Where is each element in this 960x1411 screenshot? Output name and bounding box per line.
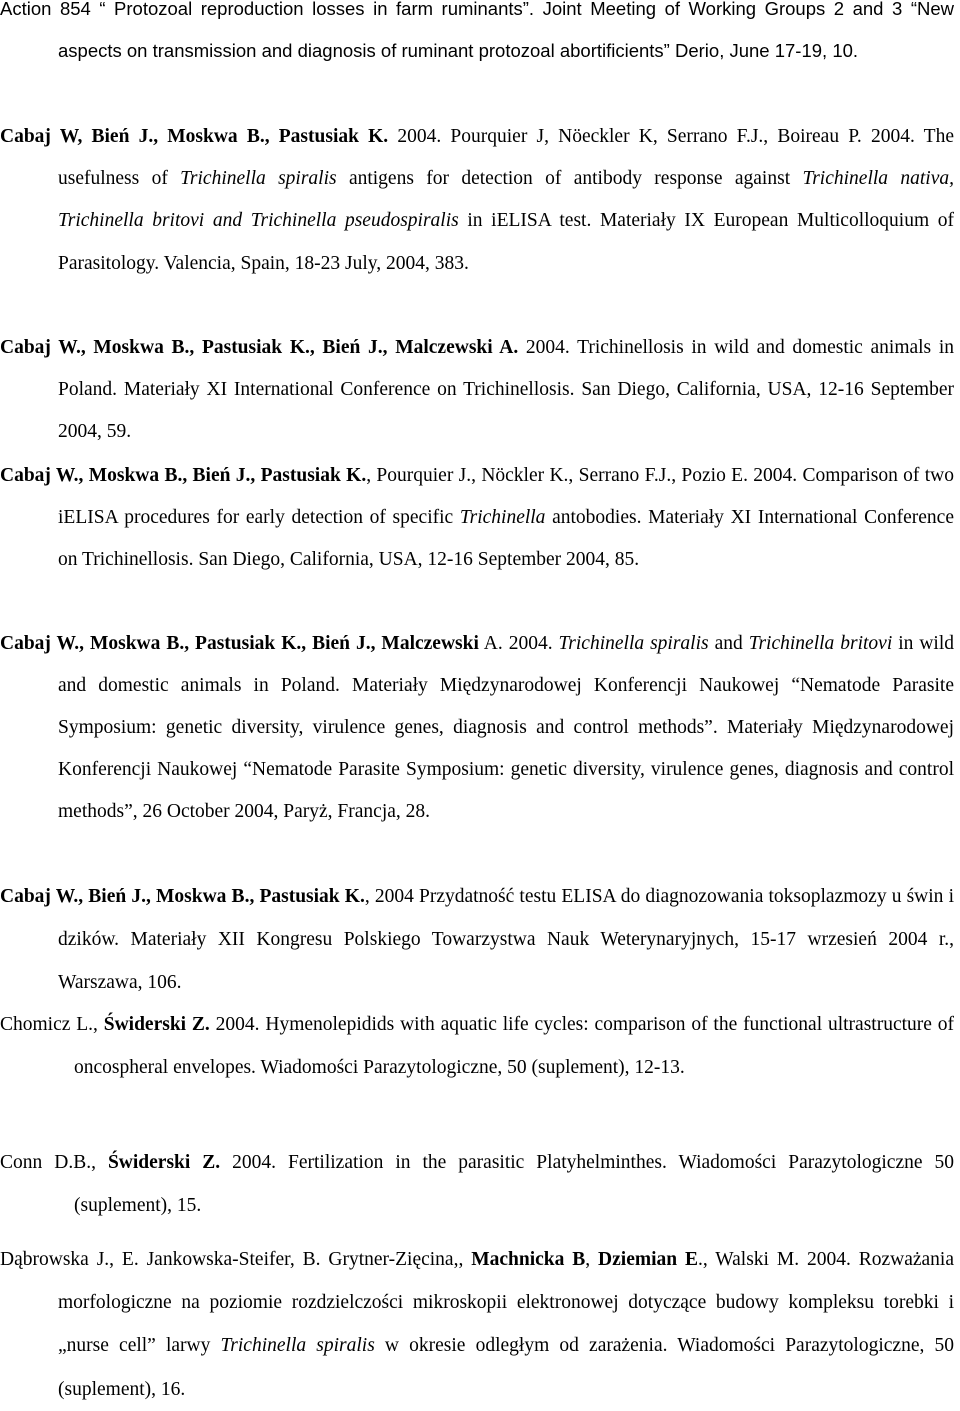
reference-authors: Cabaj W., Bień J., Moskwa B., Pastusiak K.: [0, 886, 365, 907]
reference-authors: Cabaj W, Bień J., Moskwa B., Pastusiak K.: [0, 126, 389, 147]
reference-text: 2004. Trichinellosis in wild and domestic animals in Poland. Materiały XI International Conference on Trichinellosis. San Diego, California, USA, 12-16 September 2004, 59.: [58, 337, 955, 443]
reference-authors: Świderski Z.: [107, 1152, 221, 1173]
reference-text: A. 2004.: [478, 633, 559, 654]
species-name: Trichinella spiralis: [220, 1335, 375, 1357]
reference-text: antobodies. Materiały XI International Conference on Trichinellosis. San Diego, California, USA, 12-16 September 2004, 85.: [58, 507, 954, 571]
reference-text: Action 854 “ Protozoal reproduction losses in farm ruminants”. Joint Meeting of Working Groups 2 and 3 “New aspects on transmission and diagnosis of ruminant protozoal abortificients” Derio, June 17-19, 10.: [0, 0, 954, 62]
reference-entry: [0, 623, 954, 833]
reference-entry: [0, 875, 954, 1005]
reference-authors: Świderski Z.: [103, 1014, 210, 1035]
reference-text: Conn D.B.,: [0, 1152, 108, 1173]
reference-entry: [0, 1141, 954, 1227]
reference-text: ,: [585, 1249, 599, 1270]
species-name: Trichinella britovi: [748, 633, 893, 654]
reference-authors: Cabaj W., Moskwa B., Pastusiak K., Bień J., Malczewski A.: [0, 337, 519, 358]
reference-text: antigens for detection of antibody response against: [336, 168, 803, 190]
reference-text: in iELISA test. Materiały IX European Multicolloquium of Parasitology. Valencia, Spain, 18-23 July, 2004, 383.: [58, 210, 954, 274]
reference-authors: Cabaj W., Moskwa B., Bień J., Pastusiak K.: [0, 465, 367, 486]
reference-text: 2004. Pourquier J, Nöeckler K, Serrano F.J., Boireau P. 2004. The usefulness of: [58, 126, 954, 190]
reference-entry: [0, 455, 954, 582]
reference-entry: [0, 0, 954, 72]
species-name: Trichinella spiralis: [558, 633, 709, 654]
reference-text: w okresie odległym od zarażenia. Wiadomości Parazytologiczne, 50 (suplement), 16.: [58, 1335, 955, 1400]
reference-text: 2004. Hymenolepidids with aquatic life cycles: comparison of the functional ultrastructure of oncospheral envelopes. Wiadomości Parazytologiczne, 50 (suplement), 12-13.: [74, 1014, 954, 1079]
species-name: Trichinella spiralis: [180, 168, 337, 190]
reference-text: Dąbrowska J., E. Jankowska-Steifer, B. Grytner-Zięcina,,: [0, 1249, 472, 1270]
species-name: Trichinella nativa, Trichinella britovi and Trichinella pseudospiralis: [58, 168, 954, 232]
reference-entry: [0, 116, 954, 285]
reference-entry: [0, 327, 954, 454]
reference-authors: Dziemian E: [598, 1249, 699, 1270]
reference-text: ., Walski M. 2004. Rozważania morfologiczne na poziomie rozdzielczości mikroskopii elektronowej dotyczące budowy kompleksu torebki i „nurse cell” larwy: [58, 1249, 954, 1357]
reference-authors: Cabaj W., Moskwa B., Pastusiak K., Bień J., Malczewski: [0, 633, 479, 654]
reference-entry: [0, 1003, 954, 1089]
reference-text: Chomicz L.,: [0, 1014, 104, 1035]
reference-text: and: [708, 633, 749, 654]
reference-entry: [0, 1238, 954, 1411]
reference-text: , Pourquier J., Nöckler K., Serrano F.J., Pozio E. 2004. Comparison of two iELISA procedures for early detection of specific: [58, 465, 954, 529]
reference-text: in wild and domestic animals in Poland. Materiały Międzynarodowej Konferencji Naukowej “Nematode Parasite Symposium: genetic diversity, virulence genes, diagnosis and control methods”. Materiały Międzynarodowej Konferencji Naukowej “Nematode Parasite Symposium: genetic diversity, virulence genes, diagnosis and control methods”, 26 October 2004, Paryż, Francja, 28.: [58, 633, 954, 822]
reference-text: , 2004 Przydatność testu ELISA do diagnozowania toksoplazmozy u świn i dzików. Materiały XII Kongresu Polskiego Towarzystwa Nauk Weterynaryjnych, 15-17 wrzesień 2004 r., Warszawa, 106.: [58, 886, 954, 994]
species-name: Trichinella: [459, 507, 546, 529]
reference-authors: Machnicka B: [471, 1249, 586, 1270]
reference-text: 2004. Fertilization in the parasitic Platyhelminthes. Wiadomości Parazytologiczne 50 (suplement), 15.: [74, 1152, 954, 1217]
